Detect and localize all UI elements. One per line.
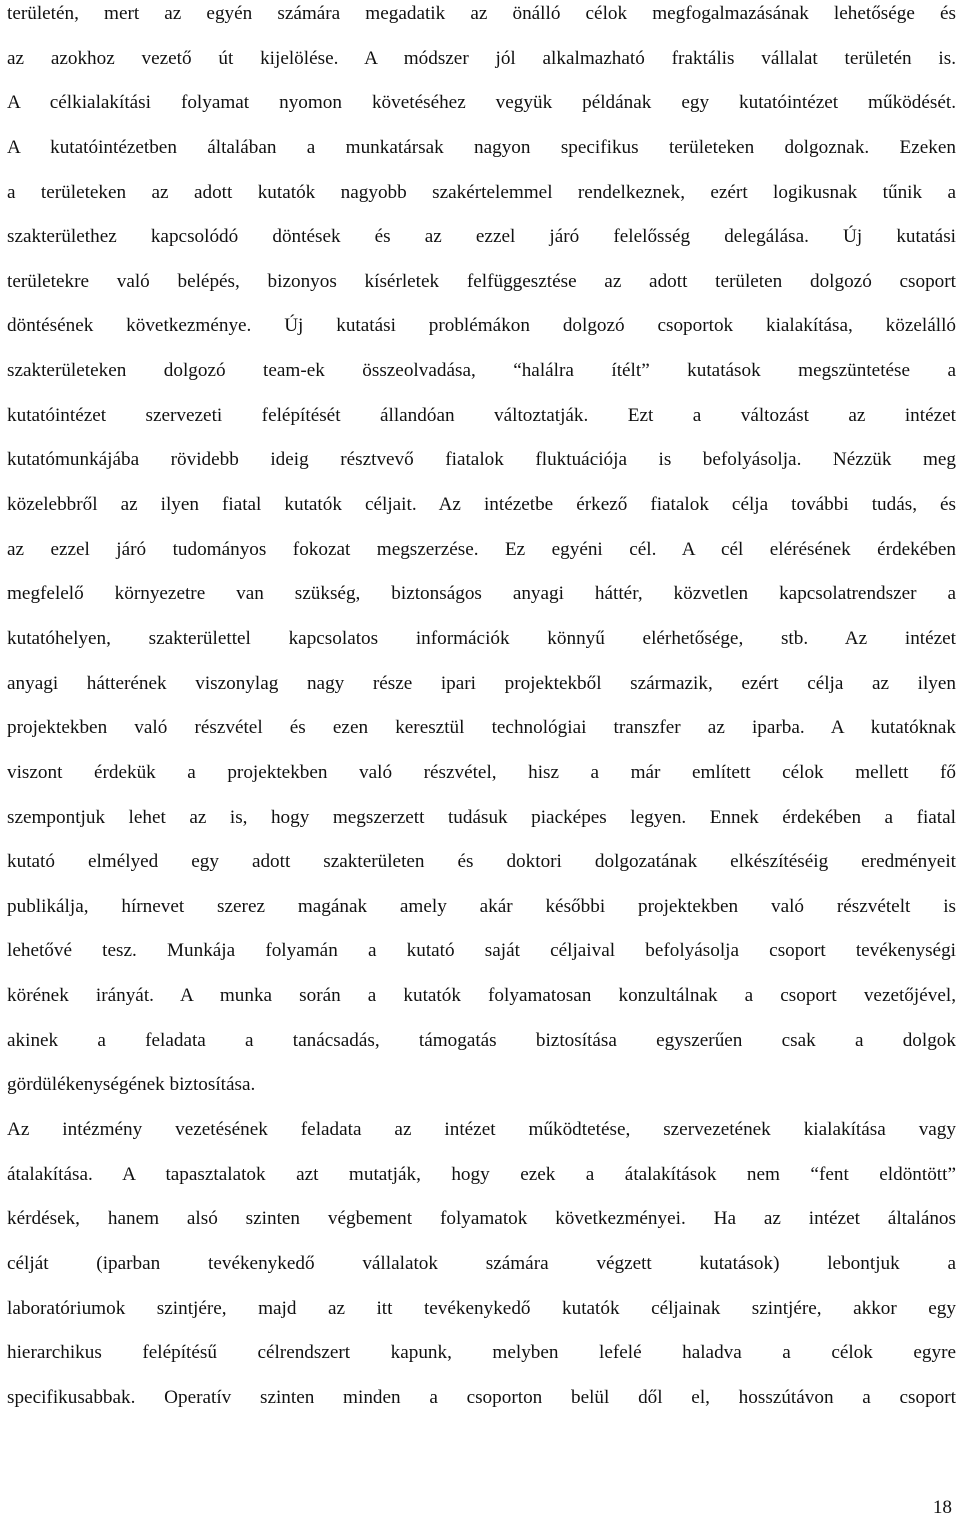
text-line: kérdések, hanem alsó szinten végbement folyamatok következményei. Ha az intézet általános (7, 1208, 956, 1230)
text-line: A célkialakítási folyamat nyomon követéséhez vegyük példának egy kutatóintézet működését. (7, 92, 956, 114)
text-line: célját (iparban tevékenykedő vállalatok számára végzett kutatások) lebontjuk a (7, 1252, 956, 1274)
text-line: a területeken az adott kutatók nagyobb szakértelemmel rendelkeznek, ezért logikusnak tűnik a (7, 181, 956, 203)
text-line: specifikusabbak. Operatív szinten minden a csoporton belül dől el, hosszútávon a csoport (7, 1386, 956, 1408)
text-line: kutatómunkájába rövidebb ideig résztvevő fiatalok fluktuációja is befolyásolja. Nézzük meg (7, 449, 956, 471)
text-line: kutató elmélyed egy adott szakterületen és doktori dolgozatának elkészítéséig eredményeit (7, 851, 956, 873)
text-line: megfelelő környezetre van szükség, biztonságos anyagi háttér, közvetlen kapcsolatrendszer a (7, 583, 956, 605)
text-line: szempontjuk lehet az is, hogy megszerzett tudásuk piacképes legyen. Ennek érdekében a fiatal (7, 806, 956, 828)
document-page (7, 0, 956, 1421)
text-line: gördülékenységének biztosítása. (7, 1074, 256, 1096)
paragraph-2 (7, 1108, 956, 1420)
text-line: laboratóriumok szintjére, majd az itt tevékenykedő kutatók céljainak szintjére, akkor egy (7, 1297, 956, 1319)
text-line: kutatóintézet szervezeti felépítését állandóan változtatják. Ezt a változást az intézet (7, 404, 956, 426)
text-line: A kutatóintézetben általában a munkatársak nagyon specifikus területeken dolgoznak. Ezeken (7, 136, 956, 158)
text-line: Az intézmény vezetésének feladata az intézet működtetése, szervezetének kialakítása vagy (7, 1119, 956, 1141)
text-line: területén, mert az egyén számára megadatik az önálló célok megfogalmazásának lehetősége és (7, 3, 956, 24)
text-line: anyagi hátterének viszonylag nagy része ipari projektekből származik, ezért célja az ilyen (7, 672, 956, 694)
text-line: körének irányát. A munka során a kutatók folyamatosan konzultálnak a csoport vezetőjével, (7, 985, 956, 1007)
paragraph-1 (7, 0, 956, 1108)
text-line: területekre való belépés, bizonyos kísérletek felfüggesztése az adott területen dolgozó csoport (7, 270, 956, 292)
text-line: az azokhoz vezető út kijelölése. A módszer jól alkalmazható fraktális vállalat területén is. (7, 47, 956, 69)
text-line: közelebbről az ilyen fiatal kutatók céljait. Az intézetbe érkező fiatalok célja további tudás, és (7, 494, 956, 516)
text-line: hierarchikus felépítésű célrendszert kapunk, melyben lefelé haladva a célok egyre (7, 1342, 956, 1364)
text-line: lehetővé tesz. Munkája folyamán a kutató saját céljaival befolyásolja csoport tevékenységi (7, 940, 956, 962)
text-line: publikálja, hírnevet szerez magának amely akár későbbi projektekben való részvételt is (7, 895, 956, 917)
text-line: szakterülethez kapcsolódó döntések és az ezzel járó felelősség delegálása. Új kutatási (7, 226, 956, 248)
text-line: akinek a feladata a tanácsadás, támogatás biztosítása egyszerűen csak a dolgok (7, 1029, 956, 1051)
text-line: projektekben való részvétel és ezen keresztül technológiai transzfer az iparba. A kutatóknak (7, 717, 956, 739)
text-line: az ezzel járó tudományos fokozat megszerzése. Ez egyéni cél. A cél elérésének érdekében (7, 538, 956, 560)
text-line: szakterületeken dolgozó team-ek összeolvadása, “halálra ítélt” kutatások megszüntetése a (7, 360, 956, 382)
text-line: viszont érdekük a projektekben való részvétel, hisz a már említett célok mellett fő (7, 761, 956, 783)
page-number: 18 (932, 1497, 952, 1518)
text-line: döntésének következménye. Új kutatási problémákon dolgozó csoportok kialakítása, közelálló (7, 315, 956, 337)
text-line: kutatóhelyen, szakterülettel kapcsolatos információk könnyű elérhetősége, stb. Az intézet (7, 627, 956, 649)
text-line: átalakítása. A tapasztalatok azt mutatják, hogy ezek a átalakítások nem “fent eldöntött” (7, 1163, 956, 1185)
